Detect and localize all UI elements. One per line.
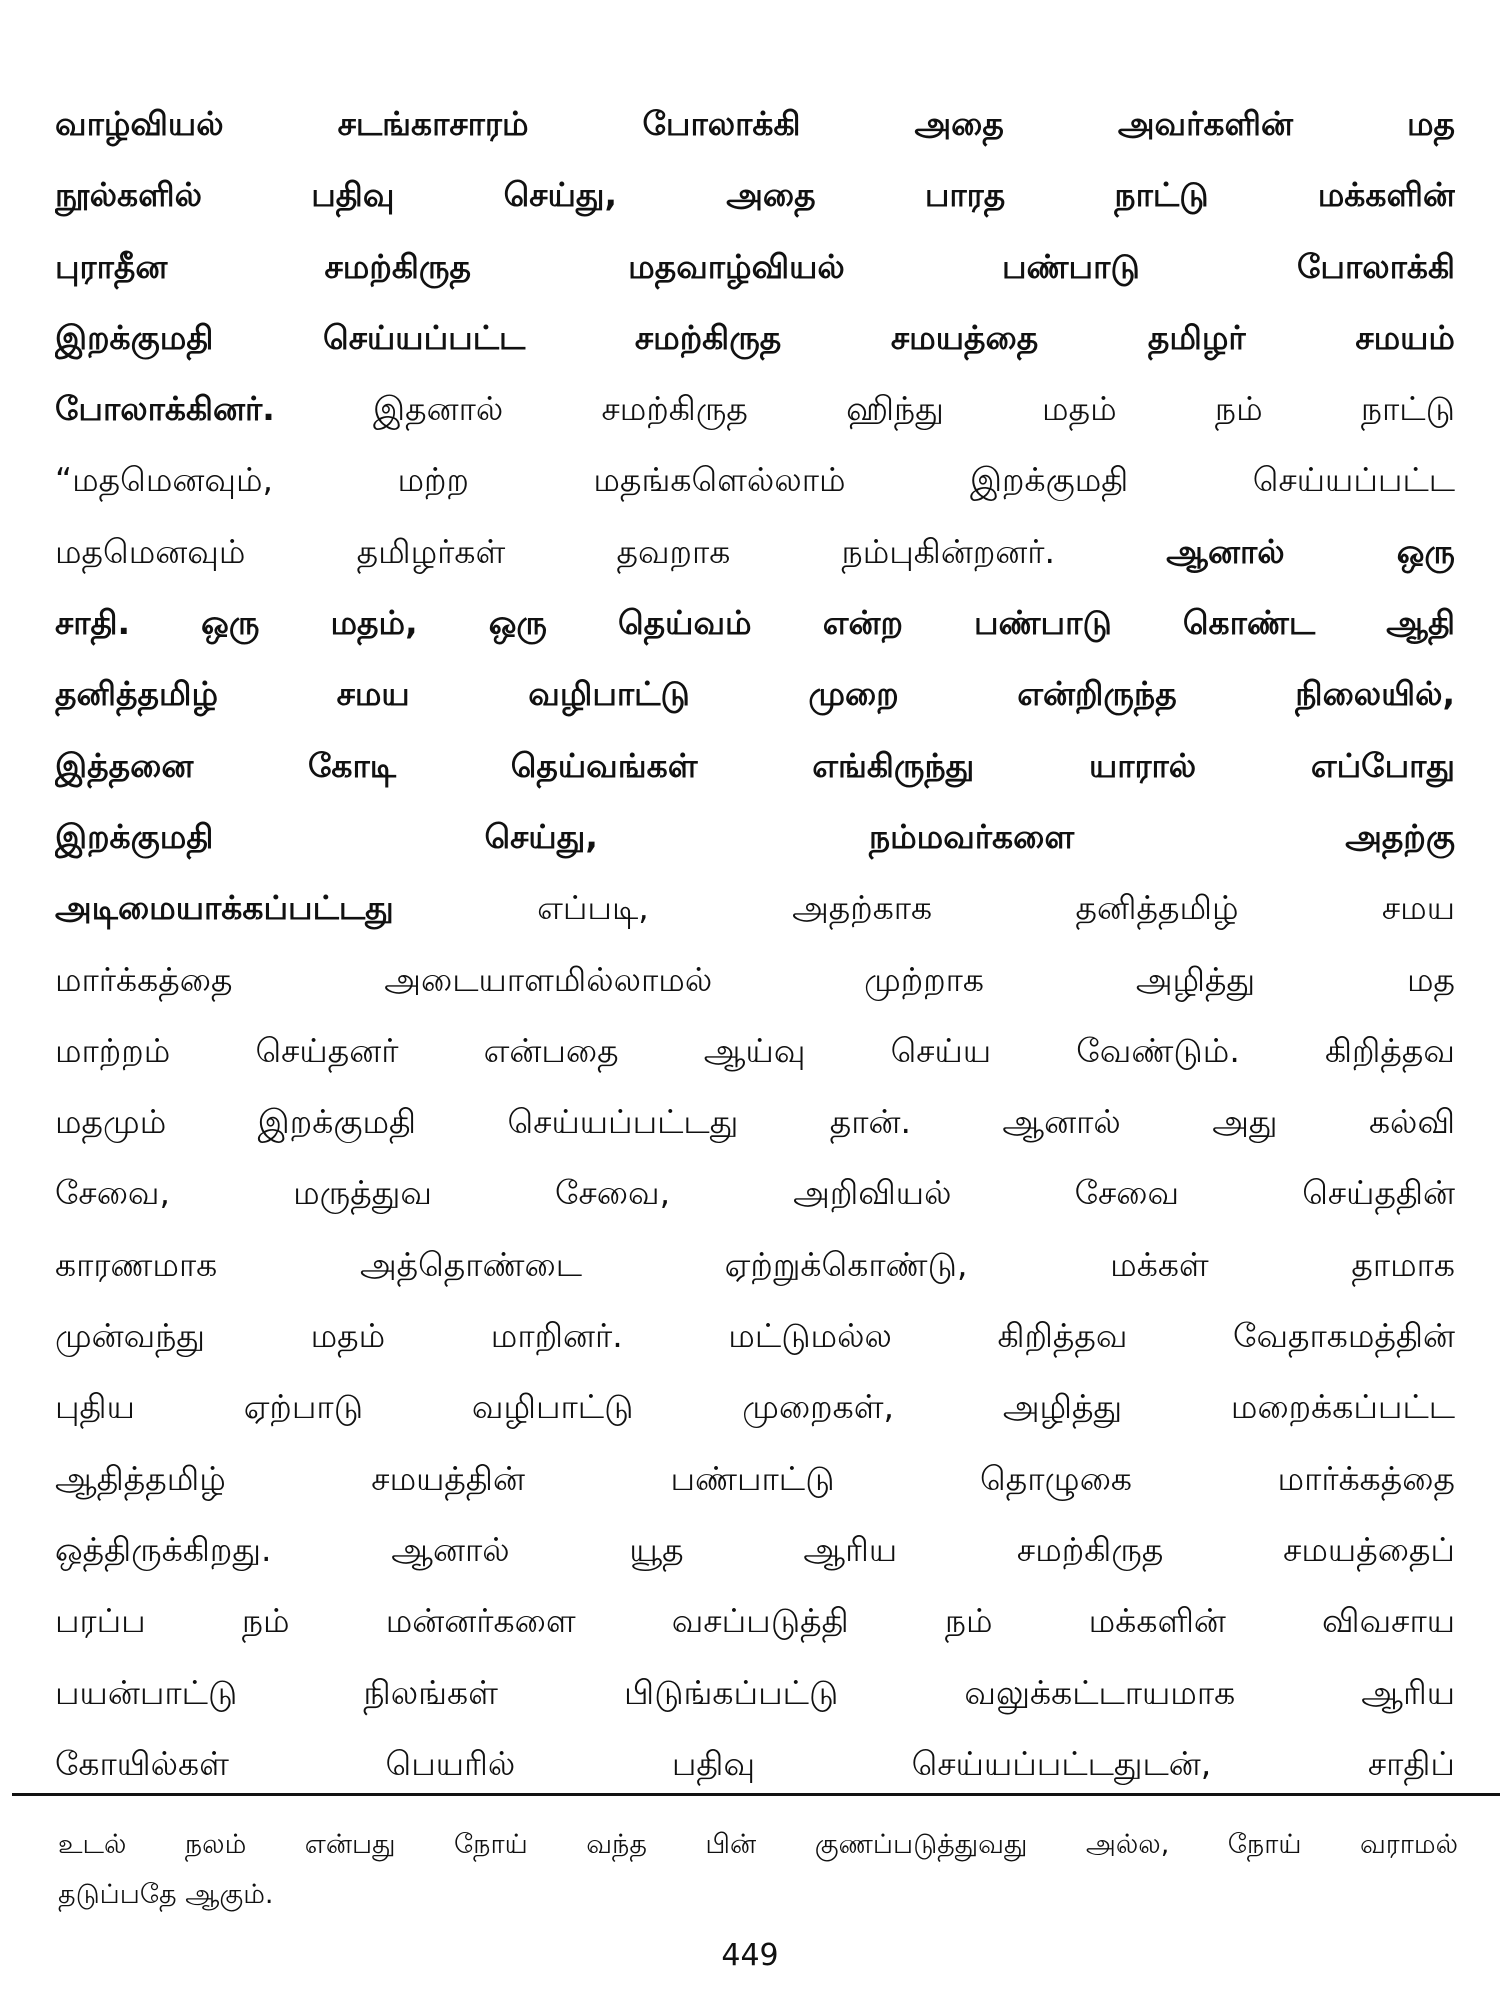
bold-text-segment: இத்தனை கோடி தெய்வங்கள் எங்கிருந்து யாரால் எப்போது <box>55 745 1455 785</box>
text-segment: எப்படி, அதற்காக தனித்தமிழ் சமய <box>393 888 1455 928</box>
body-line <box>55 1657 1455 1728</box>
body-line <box>55 1371 1455 1442</box>
bold-text-segment: வாழ்வியல் சடங்காசாரம் போலாக்கி அதை அவர்களின் மத <box>55 104 1455 143</box>
bold-text-segment: இறக்குமதி செய்யப்பட்ட சமற்கிருத சமயத்தை தமிழர் சமயம் <box>55 317 1455 357</box>
text-segment: மாற்றம் செய்தனர் என்பதை ஆய்வு செய்ய வேண்டும். கிறித்தவ <box>55 1030 1455 1070</box>
bold-text-segment: இறக்குமதி செய்து, நம்மவர்களை அதற்கு <box>55 816 1455 856</box>
text-segment: புதிய ஏற்பாடு வழிபாட்டு முறைகள், அழித்து மறைக்கப்பட்ட <box>55 1387 1455 1427</box>
text-segment: பரப்ப நம் மன்னர்களை வசப்படுத்தி நம் மக்களின் விவசாய <box>55 1601 1455 1641</box>
text-segment: முன்வந்து மதம் மாறினர். மட்டுமல்ல கிறித்தவ வேதாகமத்தின் <box>55 1316 1455 1356</box>
footnote-line: தடுப்பதே ஆகும். <box>58 1879 274 1910</box>
footnote-line: உடல் நலம் என்பது நோய் வந்த பின் குணப்படுத்துவது அல்ல, நோய் வராமல் <box>58 1829 1458 1860</box>
body-line <box>55 801 1455 872</box>
text-segment: மார்க்கத்தை அடையாளமில்லாமல் முற்றாக அழித்து மத <box>55 959 1455 999</box>
footnote <box>58 1820 1458 1920</box>
text-segment: “மதமெனவும், மற்ற மதங்களெல்லாம் இறக்குமதி செய்யப்பட்ட <box>55 460 1455 500</box>
body-line <box>55 1514 1455 1585</box>
body-line <box>55 658 1455 729</box>
body-line <box>55 516 1455 587</box>
text-segment: ஒத்திருக்கிறது. ஆனால் யூத ஆரிய சமற்கிருத சமயத்தைப் <box>55 1529 1455 1569</box>
footnote-divider <box>12 1793 1500 1796</box>
text-segment: பயன்பாட்டு நிலங்கள் பிடுங்கப்பட்டு வலுக்கட்டாயமாக ஆரிய <box>55 1672 1455 1712</box>
body-line <box>55 944 1455 1015</box>
body-line <box>55 1443 1455 1514</box>
text-segment: ஆதித்தமிழ் சமயத்தின் பண்பாட்டு தொழுகை மார்க்கத்தை <box>55 1458 1455 1498</box>
text-segment: இதனால் சமற்கிருத ஹிந்து மதம் நம் நாட்டு <box>274 389 1455 429</box>
bold-text-segment: போலாக்கினர். <box>55 389 275 429</box>
text-segment: கோயில்கள் பெயரில் பதிவு செய்யப்பட்டதுடன், சாதிப் <box>55 1743 1455 1783</box>
body-line <box>55 1157 1455 1228</box>
body-line <box>55 872 1455 943</box>
text-segment: மதமெனவும் தமிழர்கள் தவறாக நம்புகின்றனர். <box>55 531 1167 571</box>
body-line <box>55 1728 1455 1799</box>
body-line <box>55 231 1455 302</box>
body-line <box>55 88 1455 159</box>
body-line <box>55 302 1455 373</box>
body-line <box>55 1086 1455 1157</box>
bold-text-segment: தனித்தமிழ் சமய வழிபாட்டு முறை என்றிருந்த நிலையில், <box>55 674 1455 714</box>
bold-text-segment: நூல்களில் பதிவு செய்து, அதை பாரத நாட்டு மக்களின் <box>55 175 1455 215</box>
body-line <box>55 1585 1455 1656</box>
body-line <box>55 1300 1455 1371</box>
text-segment: மதமும் இறக்குமதி செய்யப்பட்டது தான். ஆனால் அது கல்வி <box>55 1102 1455 1142</box>
bold-text-segment: அடிமையாக்கப்பட்டது <box>55 888 394 928</box>
body-line <box>55 373 1455 444</box>
body-line <box>55 444 1455 515</box>
bold-text-segment: சாதி. ஒரு மதம், ஒரு தெய்வம் என்ற பண்பாடு கொண்ட ஆதி <box>55 603 1455 643</box>
body-line <box>55 159 1455 230</box>
body-line <box>55 1015 1455 1086</box>
bold-text-segment: ஆனால் ஒரு <box>1166 531 1455 571</box>
body-line <box>55 587 1455 658</box>
body-line <box>55 730 1455 801</box>
page-number: 449 <box>721 1938 779 1973</box>
body-line <box>55 1229 1455 1300</box>
bold-text-segment: புராதீன சமற்கிருத மதவாழ்வியல் பண்பாடு போலாக்கி <box>55 246 1455 286</box>
text-segment: காரணமாக அத்தொண்டை ஏற்றுக்கொண்டு, மக்கள் தாமாக <box>55 1244 1455 1284</box>
body-text <box>55 88 1455 1799</box>
text-segment: சேவை, மருத்துவ சேவை, அறிவியல் சேவை செய்ததின் <box>55 1173 1455 1213</box>
